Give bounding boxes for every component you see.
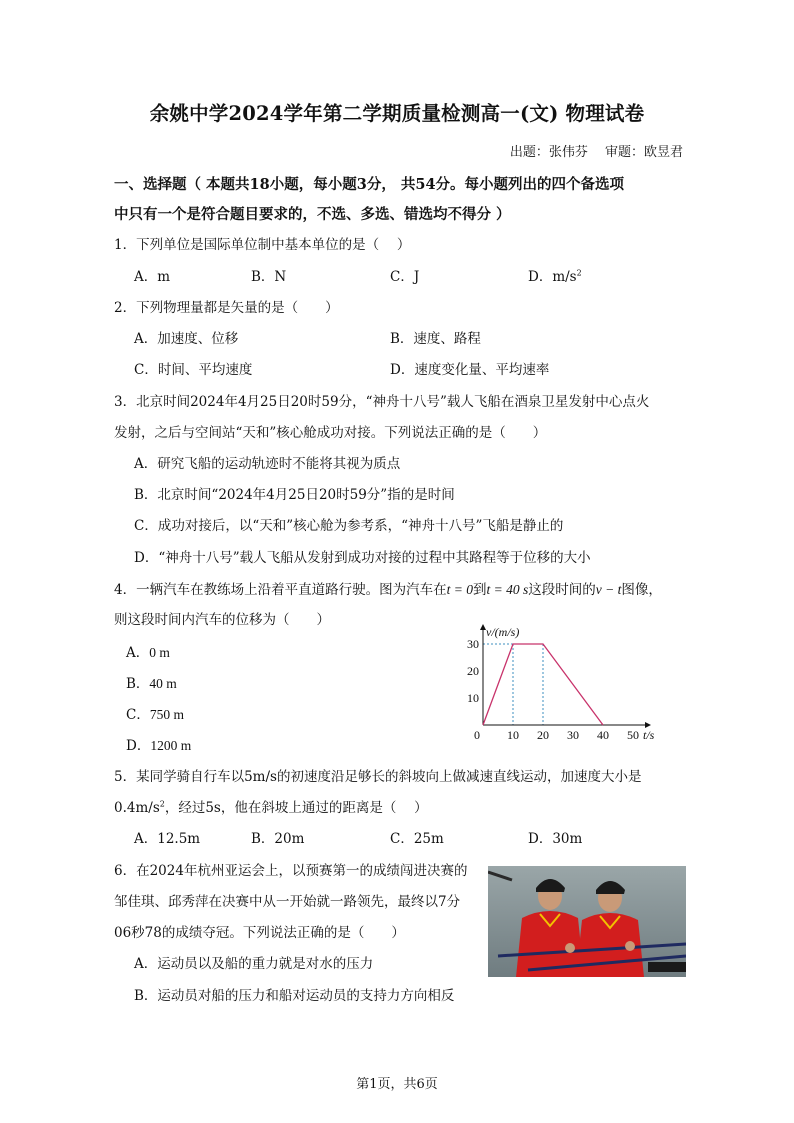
q4-stem-line1: 4．一辆汽车在教练场上沿着平直道路行驶。图为汽车在t = 0到t = 40 s这段时间的v − t图像， (114, 582, 662, 598)
vt-graph (462, 612, 662, 748)
q3-stem-line2: 发射，之后与空间站“天和”核心舱成功对接。下列说法正确的是（ ） (114, 425, 547, 441)
q5-option-b: B．20m (251, 831, 305, 847)
exam-title: 余姚中学2024学年第二学期质量检测高一(文) 物理试卷 (149, 102, 645, 125)
q3-option-a: A．研究飞船的运动轨迹时不能将其视为质点 (134, 456, 401, 472)
x-tick-label: 40 (597, 728, 609, 742)
q4-t-start: t = 0 (446, 582, 473, 597)
x-axis-label: t/s (643, 728, 655, 742)
y-tick-label: 10 (467, 691, 479, 705)
q1-option-a: A．m (134, 269, 171, 285)
q5-option-a: A．12.5m (134, 831, 201, 847)
q4-option-d: D．1200 m (126, 738, 192, 754)
q4-option-a: A．0 m (126, 645, 170, 661)
q2-option-d: D．速度变化量、平均速率 (390, 362, 550, 378)
section-heading-line1: 一、选择题（ 本题共18小题，每小题3分， 共54分。每小题列出的四个备选项 (114, 176, 625, 193)
q5-option-d: D．30m (528, 831, 583, 847)
y-axis-label: v/(m/s) (486, 625, 520, 639)
q6-option-a: A．运动员以及船的重力就是对水的压力 (134, 956, 374, 972)
q5-option-c: C．25m (390, 831, 444, 847)
q5-stem-line2: $0.4m/s^2$，经过5s，他在斜坡上通过的距离是（ ） (114, 799, 428, 816)
q4-t-end: t = 40 s (486, 582, 529, 597)
rowing-athletes-photo (488, 866, 686, 977)
q4-option-b: B．40 m (126, 676, 177, 692)
exam-authors: 出题：张伟芬 审题：欧昱君 (509, 145, 683, 160)
chart-guides (483, 644, 543, 725)
q1-option-b: B．N (251, 269, 287, 285)
q3-option-b: B．北京时间“2024年4月25日20时59分”指的是时间 (134, 487, 455, 503)
page-number: 第1页，共6页 (356, 1077, 438, 1092)
x-tick-label: 10 (507, 728, 519, 742)
q3-stem-line1: 3．北京时间2024年4月25日20时59分，“神舟十八号”载人飞船在酒泉卫星发射中心点火 (114, 394, 650, 410)
q1-option-c: C．J (390, 269, 420, 285)
y-tick-label: 30 (467, 637, 479, 651)
x-tick-label: 0 (474, 728, 480, 742)
q1-option-d: D．$m/s^2$ (528, 268, 582, 285)
q6-stem-line2: 邹佳琪、邱秀萍在决赛中从一开始就一路领先，最终以7分 (114, 894, 461, 910)
q5-stem-line1: 5．某同学骑自行车以5m/s的初速度沿足够长的斜坡向上做减速直线运动，加速度大小是 (114, 769, 642, 785)
q2-option-b: B．速度、路程 (390, 331, 481, 347)
q3-option-d: D．“神舟十八号”载人飞船从发射到成功对接的过程中其路程等于位移的大小 (134, 550, 591, 566)
q6-stem-line3: 06秒78的成绩夺冠。下列说法正确的是（ ） (114, 925, 405, 941)
q2-option-a: A．加速度、位移 (134, 331, 239, 347)
y-tick-label: 20 (467, 664, 479, 678)
x-tick-label: 50 (627, 728, 639, 742)
q1-stem: 1．下列单位是国际单位制中基本单位的是（ ） (114, 237, 411, 253)
q4-stem-line2: 则这段时间内汽车的位移为（ ） (114, 612, 330, 628)
q4-option-c: C．750 m (126, 707, 184, 723)
q6-option-b: B．运动员对船的压力和船对运动员的支持力方向相反 (134, 988, 455, 1004)
chart-ticks (467, 637, 639, 742)
section-heading-line2: 中只有一个是符合题目要求的，不选、多选、错选均不得分 ） (114, 206, 511, 223)
q4-vt-symbol: v − t (595, 582, 622, 597)
q3-option-c: C．成功对接后，以“天和”核心舱为参考系，“神舟十八号”飞船是静止的 (134, 518, 564, 534)
q6-stem-line1: 6．在2024年杭州亚运会上，以预赛第一的成绩闯进决赛的 (114, 863, 468, 879)
q2-option-c: C．时间、平均速度 (134, 362, 253, 378)
x-tick-label: 30 (567, 728, 579, 742)
q2-stem: 2．下列物理量都是矢量的是（ ） (114, 300, 339, 316)
x-tick-label: 20 (537, 728, 549, 742)
